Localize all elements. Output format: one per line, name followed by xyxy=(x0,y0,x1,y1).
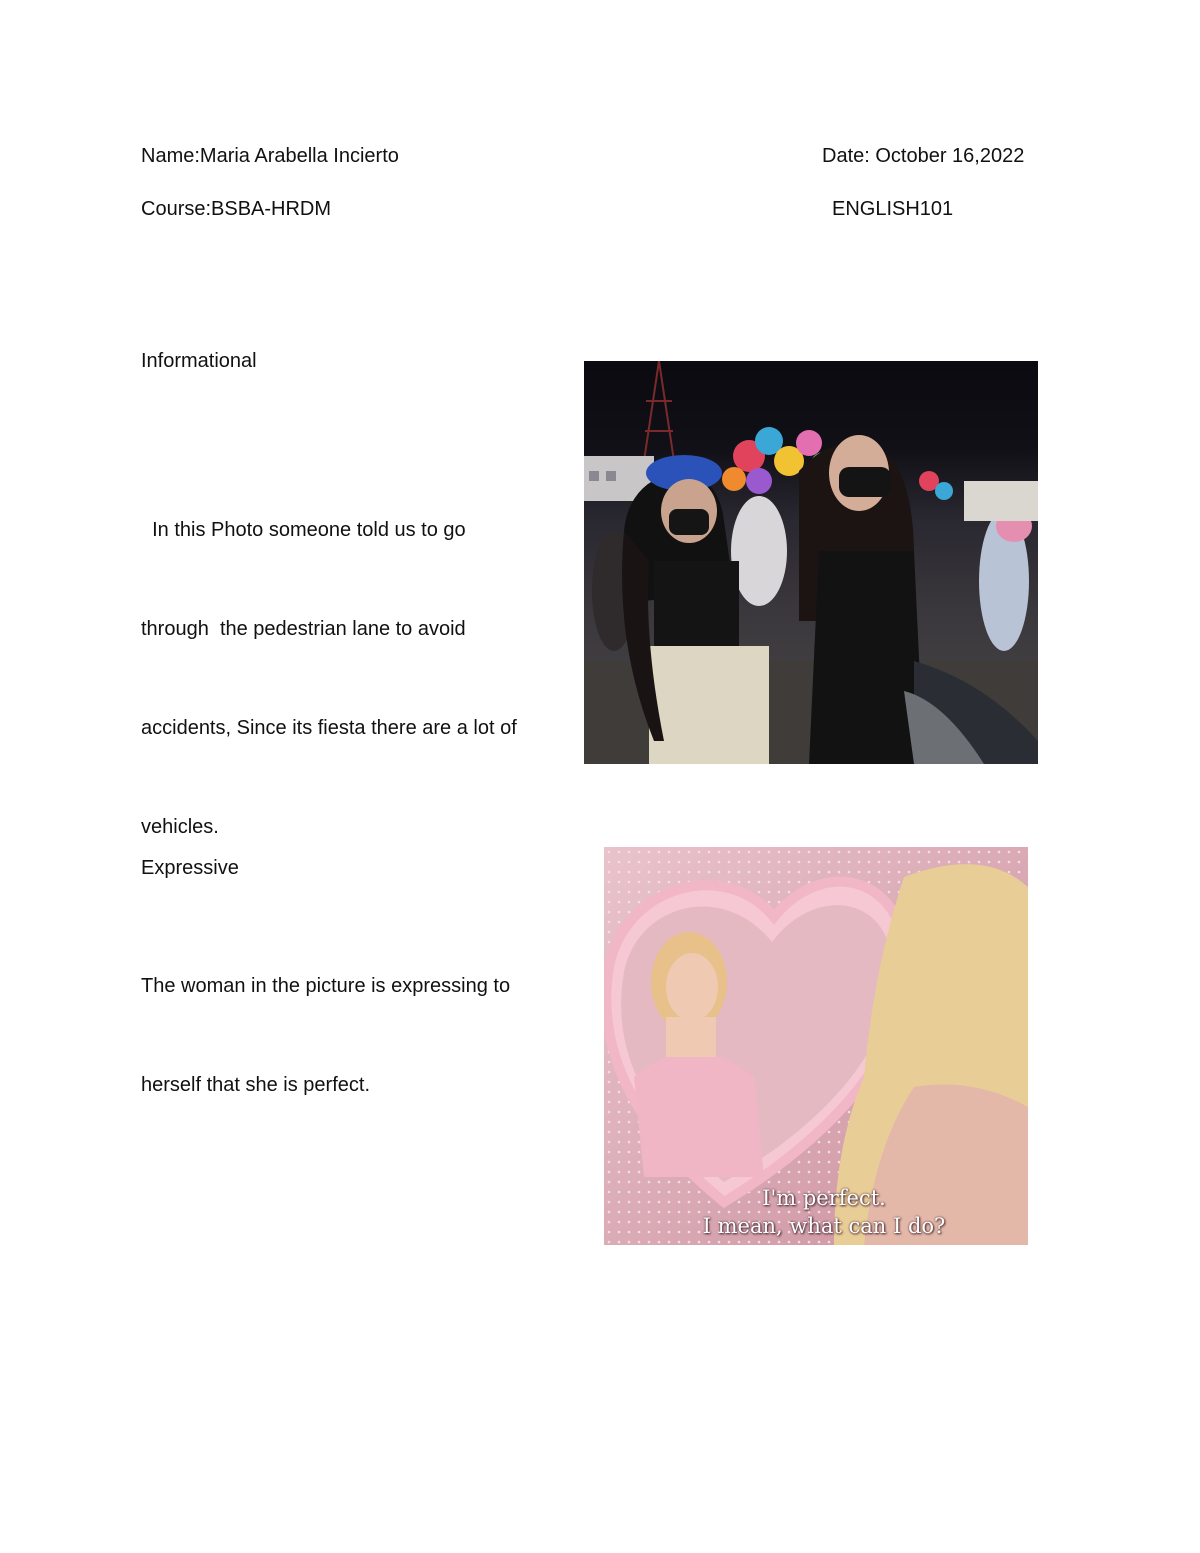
paragraph-line: herself that she is perfect. xyxy=(141,1074,371,1096)
fiesta-photo-illustration xyxy=(584,361,1038,764)
mirror-photo xyxy=(604,847,1028,1245)
informational-paragraph xyxy=(141,448,561,877)
paragraph-line: vehicles. xyxy=(141,816,219,838)
paragraph-line: through the pedestrian lane to avoid xyxy=(141,618,466,640)
paragraph-line: accidents, Since its fiesta there are a lot of xyxy=(141,717,517,739)
submission-date: Date: October 16,2022 xyxy=(822,145,1025,167)
caption-line: I'm perfect. xyxy=(762,1186,886,1210)
course-name: Course:BSBA-HRDM xyxy=(141,198,332,220)
paragraph-line: In this Photo someone told us to go xyxy=(141,519,466,541)
section-heading-expressive: Expressive xyxy=(141,857,239,879)
subject-code: ENGLISH101 xyxy=(832,198,954,220)
section-heading-informational: Informational xyxy=(141,350,257,372)
student-name: Name:Maria Arabella Incierto xyxy=(141,145,399,167)
image-caption xyxy=(664,1184,984,1240)
expressive-paragraph xyxy=(141,904,561,1135)
fiesta-photo xyxy=(584,361,1038,764)
caption-line: I mean, what can I do? xyxy=(702,1214,946,1238)
paragraph-line: The woman in the picture is expressing to xyxy=(141,975,511,997)
